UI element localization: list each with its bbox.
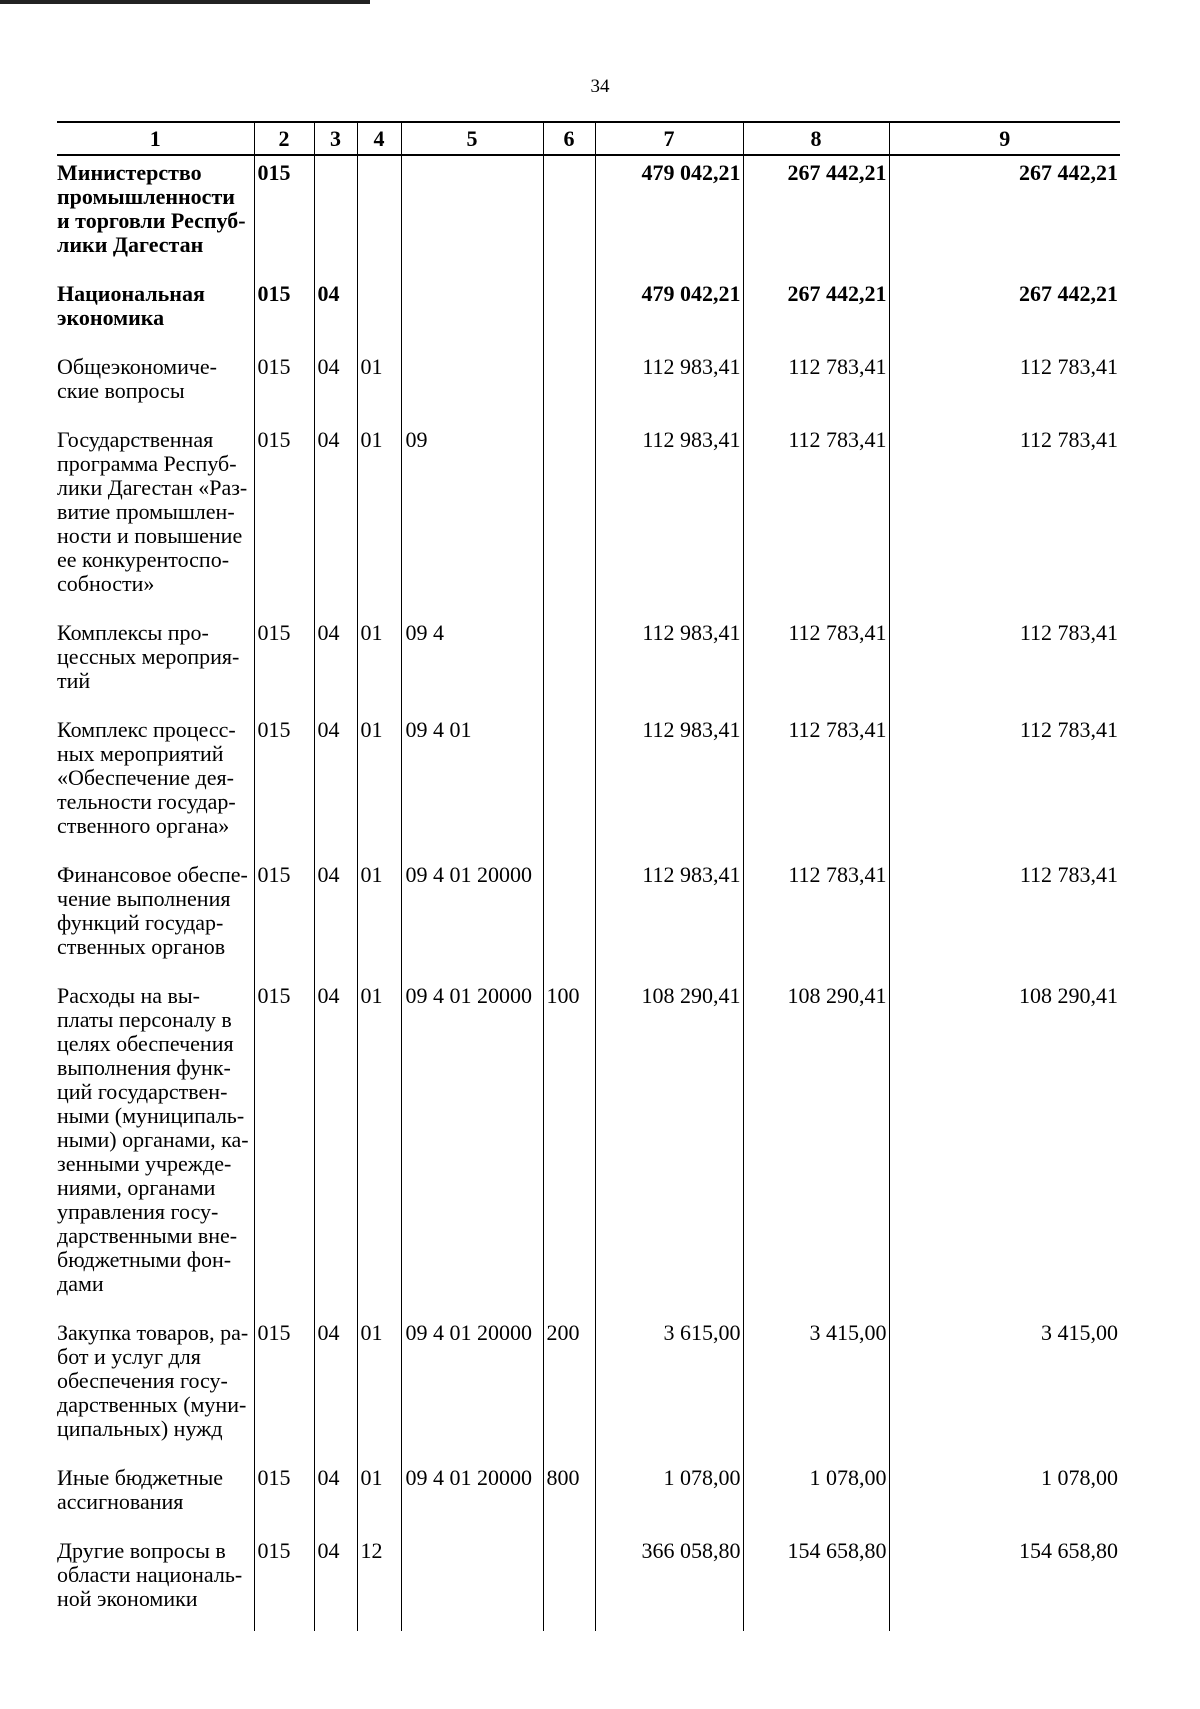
row-name: Финансовое обеспе-чение выполнения функций государ-ственных органов xyxy=(57,862,248,959)
row-subsection-code xyxy=(357,277,401,350)
table-row xyxy=(57,155,1120,277)
header-col-2: 2 xyxy=(254,122,314,155)
row-name: Министерство промышленности и торговли Респуб-лики Дагестан xyxy=(57,160,246,257)
row-section-code: 04 xyxy=(314,1461,357,1534)
row-subsection-code: 01 xyxy=(357,979,401,1316)
row-subsection-code xyxy=(357,155,401,277)
top-rule xyxy=(0,0,370,4)
row-value-col7: 112 983,41 xyxy=(595,350,743,423)
row-expense-type: 100 xyxy=(543,979,595,1316)
row-value-col7: 112 983,41 xyxy=(595,423,743,616)
row-value-col8: 154 658,80 xyxy=(743,1534,889,1631)
row-grbs-code: 015 xyxy=(254,1534,314,1631)
table-row xyxy=(57,1316,1120,1461)
row-expense-type xyxy=(543,1534,595,1631)
row-section-code xyxy=(314,155,357,277)
row-value-col8: 112 783,41 xyxy=(743,858,889,979)
row-target-article: 09 4 01 20000 xyxy=(401,1316,543,1461)
row-value-col7: 479 042,21 xyxy=(595,277,743,350)
header-col-9: 9 xyxy=(889,122,1120,155)
row-grbs-code: 015 xyxy=(254,350,314,423)
row-expense-type: 800 xyxy=(543,1461,595,1534)
row-value-col9: 154 658,80 xyxy=(889,1534,1120,1631)
header-row xyxy=(57,122,1120,155)
row-name: Другие вопросы в области националь-ной экономики xyxy=(57,1538,243,1611)
row-section-code: 04 xyxy=(314,858,357,979)
table-body xyxy=(57,155,1120,1631)
row-target-article xyxy=(401,1534,543,1631)
row-subsection-code: 01 xyxy=(357,350,401,423)
row-name: Расходы на вы-платы персоналу в целях обеспечения выполнения функ-ций государствен-ными (муниципаль-ными) органами, ка-зенными учрежде-ниями, органами управления госу-дарственными вне-бюджетными фон-дами xyxy=(57,983,249,1296)
row-value-col7: 112 983,41 xyxy=(595,713,743,858)
row-name: Национальная экономика xyxy=(57,281,205,330)
row-target-article xyxy=(401,277,543,350)
row-expense-type xyxy=(543,350,595,423)
table-row xyxy=(57,713,1120,858)
row-value-col8: 112 783,41 xyxy=(743,423,889,616)
row-grbs-code: 015 xyxy=(254,616,314,713)
row-grbs-code: 015 xyxy=(254,155,314,277)
row-value-col8: 112 783,41 xyxy=(743,616,889,713)
row-value-col9: 112 783,41 xyxy=(889,423,1120,616)
budget-table xyxy=(57,121,1120,1631)
page-number: 34 xyxy=(590,76,610,97)
row-section-code: 04 xyxy=(314,713,357,858)
row-section-code: 04 xyxy=(314,1534,357,1631)
row-section-code: 04 xyxy=(314,1316,357,1461)
row-value-col8: 1 078,00 xyxy=(743,1461,889,1534)
row-expense-type xyxy=(543,713,595,858)
row-name: Закупка товаров, ра-бот и услуг для обеспечения госу-дарственных (муни-ципальных) нужд xyxy=(57,1320,249,1441)
row-value-col7: 3 615,00 xyxy=(595,1316,743,1461)
row-value-col8: 3 415,00 xyxy=(743,1316,889,1461)
header-col-5: 5 xyxy=(401,122,543,155)
row-value-col7: 366 058,80 xyxy=(595,1534,743,1631)
row-value-col9: 1 078,00 xyxy=(889,1461,1120,1534)
row-value-col7: 479 042,21 xyxy=(595,155,743,277)
row-section-code: 04 xyxy=(314,277,357,350)
row-section-code: 04 xyxy=(314,616,357,713)
header-col-7: 7 xyxy=(595,122,743,155)
row-section-code: 04 xyxy=(314,423,357,616)
row-value-col9: 112 783,41 xyxy=(889,616,1120,713)
row-value-col8: 108 290,41 xyxy=(743,979,889,1316)
row-name: Комплексы про-цессных мероприя-тий xyxy=(57,620,240,693)
table-row xyxy=(57,350,1120,423)
row-target-article xyxy=(401,350,543,423)
table-row xyxy=(57,979,1120,1316)
row-name: Государственная программа Респуб-лики Дагестан «Раз-витие промышлен-ности и повышение ее конкурентоспо-собности» xyxy=(57,427,248,596)
row-section-code: 04 xyxy=(314,979,357,1316)
row-value-col9: 108 290,41 xyxy=(889,979,1120,1316)
row-target-article: 09 4 01 20000 xyxy=(401,1461,543,1534)
header-col-6: 6 xyxy=(543,122,595,155)
row-expense-type xyxy=(543,423,595,616)
row-grbs-code: 015 xyxy=(254,979,314,1316)
row-target-article: 09 xyxy=(401,423,543,616)
header-col-8: 8 xyxy=(743,122,889,155)
row-grbs-code: 015 xyxy=(254,277,314,350)
table-row xyxy=(57,277,1120,350)
row-name: Иные бюджетные ассигнования xyxy=(57,1465,224,1514)
row-subsection-code: 12 xyxy=(357,1534,401,1631)
row-value-col9: 112 783,41 xyxy=(889,350,1120,423)
row-subsection-code: 01 xyxy=(357,1461,401,1534)
row-value-col7: 108 290,41 xyxy=(595,979,743,1316)
table-row xyxy=(57,1534,1120,1631)
row-value-col8: 267 442,21 xyxy=(743,277,889,350)
table-row xyxy=(57,423,1120,616)
row-target-article xyxy=(401,155,543,277)
row-grbs-code: 015 xyxy=(254,1461,314,1534)
row-target-article: 09 4 01 20000 xyxy=(401,858,543,979)
row-section-code: 04 xyxy=(314,350,357,423)
row-subsection-code: 01 xyxy=(357,713,401,858)
budget-table-wrapper xyxy=(57,121,1120,1631)
row-value-col7: 112 983,41 xyxy=(595,858,743,979)
header-col-3: 3 xyxy=(314,122,357,155)
row-target-article: 09 4 01 20000 xyxy=(401,979,543,1316)
row-grbs-code: 015 xyxy=(254,713,314,858)
row-value-col9: 267 442,21 xyxy=(889,155,1120,277)
row-value-col8: 112 783,41 xyxy=(743,350,889,423)
row-subsection-code: 01 xyxy=(357,616,401,713)
row-name: Комплекс процесс-ных мероприятий «Обеспечение дея-тельности государ-ственного органа» xyxy=(57,717,236,838)
row-target-article: 09 4 01 xyxy=(401,713,543,858)
row-expense-type xyxy=(543,858,595,979)
header-col-4: 4 xyxy=(357,122,401,155)
row-value-col7: 1 078,00 xyxy=(595,1461,743,1534)
row-value-col7: 112 983,41 xyxy=(595,616,743,713)
row-value-col9: 112 783,41 xyxy=(889,858,1120,979)
row-expense-type xyxy=(543,277,595,350)
row-value-col9: 267 442,21 xyxy=(889,277,1120,350)
table-row xyxy=(57,1461,1120,1534)
table-row xyxy=(57,616,1120,713)
row-expense-type xyxy=(543,616,595,713)
row-value-col9: 3 415,00 xyxy=(889,1316,1120,1461)
row-value-col8: 112 783,41 xyxy=(743,713,889,858)
row-value-col9: 112 783,41 xyxy=(889,713,1120,858)
row-expense-type xyxy=(543,155,595,277)
row-subsection-code: 01 xyxy=(357,1316,401,1461)
row-subsection-code: 01 xyxy=(357,858,401,979)
row-grbs-code: 015 xyxy=(254,423,314,616)
row-grbs-code: 015 xyxy=(254,1316,314,1461)
table-row xyxy=(57,858,1120,979)
row-name: Общеэкономиче-ские вопросы xyxy=(57,354,218,403)
row-value-col8: 267 442,21 xyxy=(743,155,889,277)
row-subsection-code: 01 xyxy=(357,423,401,616)
row-grbs-code: 015 xyxy=(254,858,314,979)
row-expense-type: 200 xyxy=(543,1316,595,1461)
header-col-1: 1 xyxy=(57,122,254,155)
row-target-article: 09 4 xyxy=(401,616,543,713)
